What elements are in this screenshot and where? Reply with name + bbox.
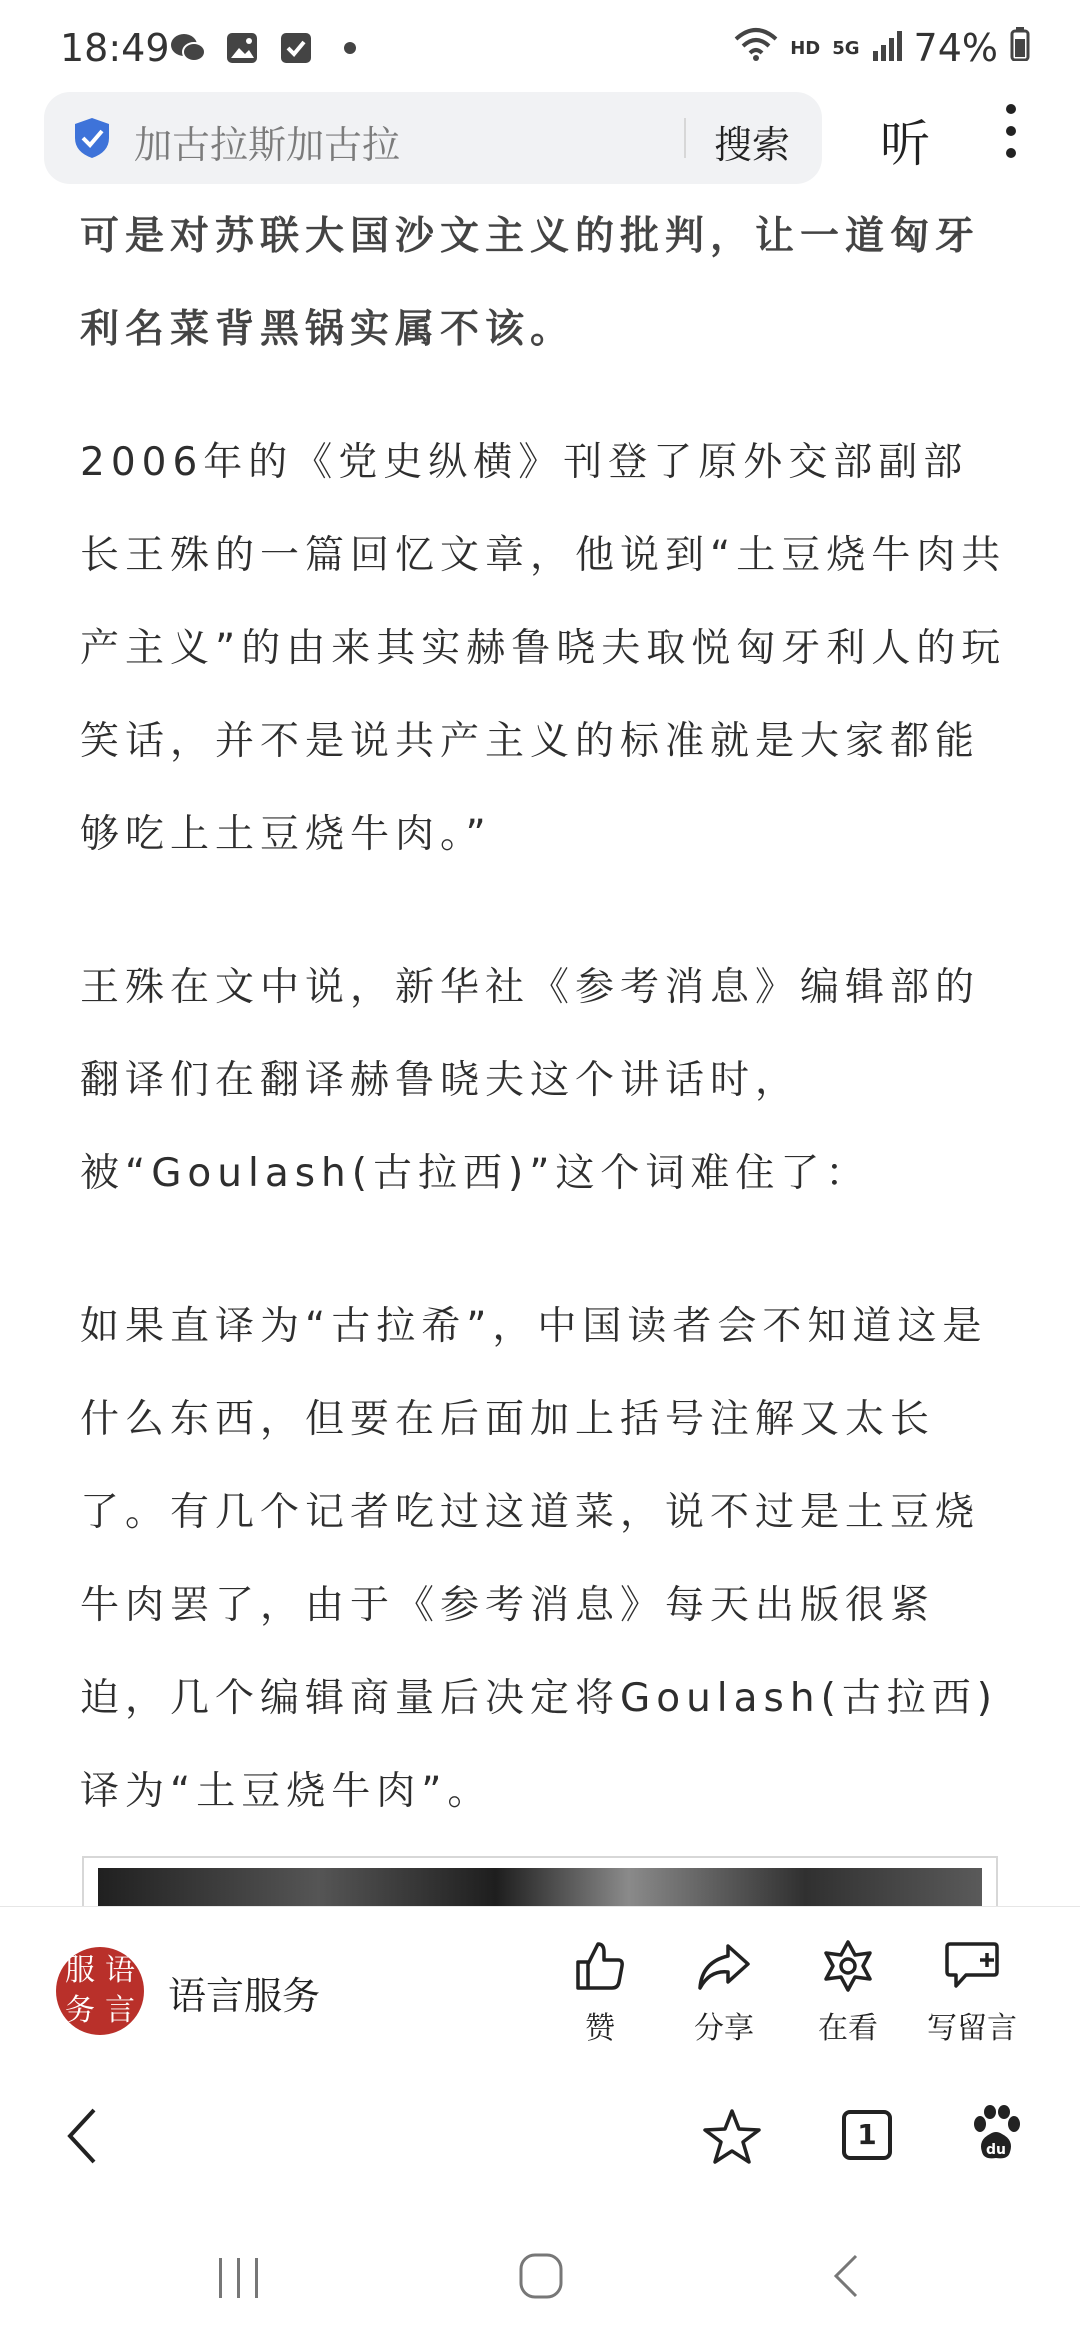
- home-icon[interactable]: [518, 2252, 564, 2304]
- hd-label: HD: [790, 37, 821, 59]
- logo-char: 服: [65, 1953, 95, 1988]
- wifi-icon: [734, 26, 778, 70]
- search-divider: [684, 118, 686, 158]
- back-icon[interactable]: [62, 2106, 102, 2170]
- more-notifications-dot-icon: [332, 30, 368, 66]
- article-action-bar: [0, 1906, 1080, 2071]
- star-flower-icon: [788, 1937, 908, 1995]
- recent-apps-icon[interactable]: [216, 2256, 262, 2304]
- search-input[interactable]: 加古拉斯加古拉: [134, 123, 401, 167]
- tabs-button[interactable]: [842, 2110, 892, 2160]
- comment-add-icon: [912, 1937, 1032, 1995]
- account-name[interactable]: 语言服务: [168, 1974, 321, 2018]
- watching-button[interactable]: [788, 1937, 908, 2047]
- signal-icon: [872, 26, 902, 70]
- bookmark-star-icon[interactable]: [702, 2108, 762, 2170]
- share-button[interactable]: [664, 1937, 784, 2047]
- status-time: 18:49: [60, 26, 170, 70]
- network-5g-label: 5G: [832, 37, 860, 59]
- more-options-icon[interactable]: [996, 104, 1026, 168]
- svg-text:du: du: [986, 2142, 1006, 2158]
- notification-icons: [170, 30, 368, 66]
- comment-label: 写留言: [927, 2011, 1017, 2046]
- system-indicators: [734, 26, 1030, 70]
- article-body: [80, 190, 1010, 1898]
- search-bar[interactable]: [44, 92, 822, 184]
- wechat-icon: [170, 30, 206, 66]
- share-label: 分享: [694, 2011, 754, 2046]
- baidu-paw-icon[interactable]: [968, 2104, 1024, 2168]
- search-button[interactable]: 搜索: [714, 123, 791, 167]
- article-paragraph: 2006年的《党史纵横》刊登了原外交部副部长王殊的一篇回忆文章，他说到“土豆烧牛肉共产主义”的由来其实赫鲁晓夫取悦匈牙利人的玩笑话，并不是说共产主义的标准就是大家都能够吃上土豆烧牛肉。”: [80, 440, 1007, 857]
- account-logo[interactable]: [56, 1947, 144, 2035]
- article-paragraph: 可是对苏联大国沙文主义的批判，让一道匈牙利名菜背黑锅实属不该。: [80, 214, 981, 352]
- like-label: 赞: [585, 2011, 615, 2046]
- listen-button[interactable]: 听: [880, 115, 930, 173]
- checkbox-notification-icon: [278, 30, 314, 66]
- battery-icon: [1010, 26, 1030, 70]
- logo-char: 语: [105, 1953, 135, 1988]
- battery-percent: 74%: [913, 26, 998, 70]
- thumbs-up-icon: [540, 1937, 660, 1995]
- status-bar: [0, 0, 1080, 90]
- tab-count: 1: [857, 2118, 877, 2151]
- logo-char: 言: [105, 1993, 135, 2028]
- like-button[interactable]: [540, 1937, 660, 2047]
- article-paragraph: 如果直译为“古拉希”，中国读者会不知道这是什么东西，但要在后面加上括号注解又太长了。有几个记者吃过这道菜，说不过是土豆烧牛肉罢了，由于《参考消息》每天出版很紧迫，几个编辑商量后决定将Goulash(古拉西)译为“土豆烧牛肉”。: [80, 1304, 999, 1814]
- article-paragraph: 王殊在文中说，新华社《参考消息》编辑部的翻译们在翻译赫鲁晓夫这个讲话时，被“Goulash(古拉西)”这个词难住了：: [80, 965, 981, 1196]
- gallery-icon: [224, 30, 260, 66]
- shield-icon: [72, 116, 112, 164]
- share-arrow-icon: [664, 1937, 784, 1995]
- system-nav-bar: [0, 2220, 1080, 2340]
- back-nav-icon[interactable]: [830, 2252, 860, 2304]
- comment-button[interactable]: [912, 1937, 1032, 2047]
- watching-label: 在看: [818, 2011, 878, 2046]
- logo-char: 务: [65, 1993, 95, 2028]
